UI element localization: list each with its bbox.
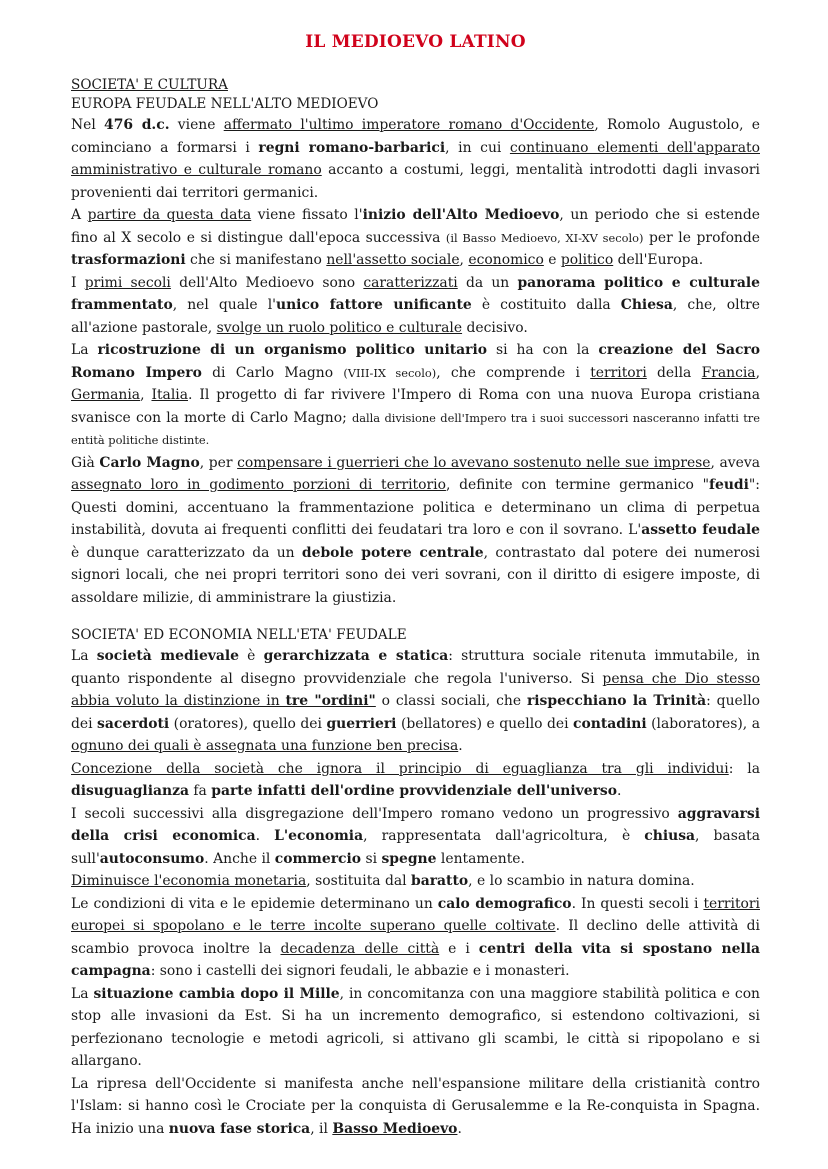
bold-text: baratto — [411, 873, 469, 889]
text-run: : la — [728, 760, 760, 777]
text-run: , basata sull' — [71, 828, 760, 867]
text-run: A — [71, 207, 88, 223]
paragraph — [71, 893, 760, 983]
underlined-text: territori europei si spopolano e le terre incolte superano quelle coltivate — [71, 895, 760, 934]
text-run: , in concomitanza con una maggiore stabilità politica e con stop alle invasioni da Est. Si ha un incremento demografico, si estendono coltivazioni, si perfezionano tecnologie e metodi agricoli, si attivano gli scambi, le città si ripopolano e si allargano. — [71, 985, 760, 1069]
text-run: , rappresentata dall'agricoltura, è — [363, 828, 645, 844]
text-run: , nel quale l' — [172, 297, 276, 313]
text-run: è — [238, 648, 264, 664]
bold-text: sacerdoti — [97, 715, 170, 732]
section-heading: SOCIETA' E CULTURA — [71, 77, 228, 93]
underlined-text: partire da questa data — [87, 207, 252, 223]
text-run: , contrastato dal potere dei numerosi signori locali, che nei propri territori sono dei veri sovrani, con il diritto di esigere imposte, di assoldare milizie, di amministrare la giustizia. — [71, 544, 761, 606]
text-run: decisivo. — [462, 319, 528, 336]
bold-text: contadini — [573, 715, 647, 732]
text-run: , — [755, 364, 761, 381]
underlined-text: Germania — [71, 387, 141, 403]
text-run: si ha con la — [487, 342, 599, 358]
text-run: , — [459, 252, 469, 268]
bold-text: 476 d.c. — [104, 117, 170, 133]
text-run: fa — [188, 783, 212, 799]
text-run: , che, oltre all'azione pastorale, — [71, 297, 760, 336]
bold-text: creazione del Sacro Romano Impero — [71, 342, 760, 381]
text-run: (bellatores) e quello dei — [396, 715, 574, 732]
paragraph — [71, 272, 760, 340]
text-run: Nel — [71, 117, 105, 133]
bold-text: situazione cambia dopo il Mille — [93, 985, 340, 1002]
section-heading: SOCIETA' ED ECONOMIA NELL'ETA' FEUDALE — [71, 627, 407, 643]
text-run: Già — [71, 454, 100, 471]
text-run: dell'Europa. — [613, 252, 704, 268]
text-run: dalla divisione dell'Impero tra i suoi successori nasceranno infatti tre entità politiche distinte. — [71, 410, 760, 447]
section-society-culture — [71, 76, 760, 609]
bold-text: società medievale — [96, 648, 239, 664]
bold-text: aggravarsi della crisi economica — [71, 805, 760, 844]
text-run: . — [255, 828, 275, 844]
bold-text: commercio — [274, 850, 362, 867]
paragraph — [71, 803, 760, 871]
bold-text: rispecchiano la Trinità — [526, 693, 707, 709]
text-run: La — [71, 648, 97, 664]
text-run: per le profonde — [643, 229, 760, 246]
text-run: che si manifestano — [185, 252, 327, 268]
bold-text: Basso Medioevo — [332, 1120, 458, 1137]
bold-text: assetto feudale — [641, 522, 760, 538]
text-run: Le condizioni di vita e le epidemie determinano un — [71, 895, 438, 912]
subsection-heading: EUROPA FEUDALE NELL'ALTO MEDIOEVO — [71, 96, 379, 112]
bold-text: disuguaglianza — [71, 783, 189, 799]
bold-text: Carlo Magno — [99, 454, 200, 471]
text-run: (VIII-IX secolo) — [343, 365, 437, 380]
text-run: è costituito dalla — [471, 297, 621, 313]
text-run: lentamente. — [436, 850, 525, 867]
text-run: . Anche il — [204, 850, 275, 867]
text-run: e i — [439, 940, 479, 957]
text-run: La ripresa dell'Occidente si manifesta anche nell'espansione militare della cristianità contro l'Islam: si hanno così le Crociate per la conquista di Gerusalemme e la Re-conquista in Spagna. Ha inizio una — [71, 1075, 760, 1137]
underlined-text: ognuno dei quali è assegnata una funzione ben precisa — [71, 738, 459, 754]
paragraph — [71, 870, 760, 893]
bold-text: gerarchizzata e statica — [263, 648, 449, 664]
bold-text: autoconsumo — [99, 850, 205, 867]
text-run: . — [617, 783, 622, 799]
text-run: , il — [310, 1120, 333, 1137]
text-run: . — [457, 1120, 462, 1137]
underlined-text: territori — [590, 364, 647, 381]
text-run: dell'Alto Medioevo sono — [170, 274, 364, 291]
text-run: : quello dei — [71, 693, 760, 732]
text-run: viene — [169, 117, 224, 133]
text-run: e — [543, 252, 561, 268]
paragraph — [71, 452, 760, 610]
text-run: . In questi secoli i — [571, 895, 704, 912]
underlined-text: Diminuisce l'economia monetaria — [71, 873, 307, 889]
bold-text: trasformazioni — [71, 252, 186, 268]
underlined-text: decadenza delle città — [280, 940, 440, 957]
page-title: IL MEDIOEVO LATINO — [305, 32, 526, 52]
text-run: . Il declino delle attività di scambio provoca inoltre la — [71, 918, 760, 957]
text-run: ": Questi domini, accentuano la frammentazione politica e determinano un clima di perpetua instabilità, dovuta ai frequenti conflitti dei feudatari tra loro e con il sovrano. L' — [71, 477, 760, 538]
text-run: . — [458, 738, 463, 754]
bold-text: feudi — [709, 477, 749, 493]
bold-text: panorama politico e culturale frammentato — [71, 274, 761, 313]
text-run: , in cui — [445, 139, 510, 156]
bold-text: Chiesa — [620, 297, 673, 313]
underlined-text: economico — [468, 252, 544, 268]
underlined-text: Concezione della società che ignora il principio di eguaglianza tra gli individui — [71, 760, 729, 777]
underlined-text: nell'assetto sociale — [326, 252, 460, 268]
paragraph — [71, 983, 760, 1073]
bold-text: inizio dell'Alto Medioevo — [362, 207, 560, 223]
bold-text: debole potere centrale — [301, 544, 484, 561]
text-run: , definite con termine germanico " — [445, 477, 710, 493]
underlined-text: primi secoli — [84, 274, 171, 291]
bold-text: regni romano-barbarici — [258, 139, 446, 156]
underlined-text: caratterizzati — [363, 274, 458, 291]
text-run: . Il progetto di far rivivere l'Impero di Roma con una nuova Europa cristiana svanisce con la morte di Carlo Magno; — [71, 387, 760, 426]
text-run: I secoli successivi alla disgregazione dell'Impero romano vedono un progressivo — [71, 805, 678, 822]
underlined-text: svolge un ruolo politico e culturale — [216, 319, 463, 336]
underlined-text: continuano elementi dell'apparato amministrativo e culturale romano — [71, 139, 760, 178]
paragraph — [71, 114, 760, 204]
bold-text: calo demografico — [437, 895, 572, 912]
paragraph — [71, 645, 760, 758]
text-run: : sono i castelli dei signori feudali, le abbazie e i monasteri. — [150, 963, 570, 979]
text-run: accanto a costumi, leggi, mentalità introdotti dagli invasori provenienti dai territori germanici. — [71, 162, 760, 201]
bold-text: nuova fase storica — [168, 1120, 311, 1137]
text-run: (il Basso Medioevo, XI-XV secolo) — [445, 230, 644, 245]
section-society-economy — [71, 626, 760, 1140]
bold-text: unico fattore unificante — [275, 297, 472, 313]
underlined-text: Italia — [151, 387, 188, 403]
paragraph — [71, 1073, 760, 1141]
bold-text: ricostruzione di un organismo politico unitario — [97, 342, 487, 358]
bold-text: centri della vita si spostano nella campagna — [71, 940, 760, 979]
bold-text: parte infatti dell'ordine provvidenziale dell'universo — [211, 783, 617, 799]
underlined-text: politico — [560, 252, 614, 268]
underlined-text: assegnato loro in godimento porzioni di territorio — [71, 477, 446, 493]
text-run: (oratores), quello dei — [169, 715, 327, 732]
text-run: , e lo scambio in natura domina. — [468, 873, 695, 889]
paragraph — [71, 758, 760, 803]
text-run: La — [71, 985, 94, 1002]
paragraph — [71, 339, 760, 452]
text-run: , un periodo che si estende fino al X secolo e si distingue dall'epoca successiva — [71, 207, 760, 246]
text-run: o classi sociali, che — [375, 693, 527, 709]
text-run: , che comprende i — [436, 364, 591, 381]
text-run: , Romolo Augustolo, e cominciano a formarsi i — [71, 117, 760, 156]
underlined-text: compensare i guerrieri che lo avevano sostenuto nelle sue imprese — [237, 454, 711, 471]
text-run: , — [140, 387, 152, 403]
text-run: , per — [199, 454, 238, 471]
text-run: , sostituita dal — [306, 873, 412, 889]
bold-text: guerrieri — [326, 715, 397, 732]
text-run: della — [646, 364, 702, 381]
underlined-text: pensa che Dio stesso abbia voluto la distinzione in — [71, 670, 761, 709]
bold-text: L'economia — [274, 828, 364, 844]
text-run: , aveva — [710, 454, 760, 471]
text-run: da un — [457, 274, 518, 291]
bold-text: spegne — [381, 850, 437, 867]
text-run: viene fissato l' — [251, 207, 363, 223]
text-run: di Carlo Magno — [201, 364, 344, 381]
text-run: I — [71, 274, 85, 291]
underlined-text: Francia — [701, 364, 756, 381]
text-run: La — [71, 342, 98, 358]
bold-text: chiusa — [644, 828, 696, 844]
text-run: si — [361, 850, 382, 867]
paragraph — [71, 204, 760, 272]
underlined-text: affermato l'ultimo imperatore romano d'Occidente — [223, 117, 595, 133]
text-run: è dunque caratterizzato da un — [71, 544, 302, 561]
text-run: : struttura sociale ritenuta immutabile, in quanto rispondente al disegno provvidenziale che regola l'universo. Si — [71, 648, 760, 687]
bold-text: tre "ordini" — [285, 693, 376, 709]
text-run: (laboratores), a — [646, 715, 760, 732]
